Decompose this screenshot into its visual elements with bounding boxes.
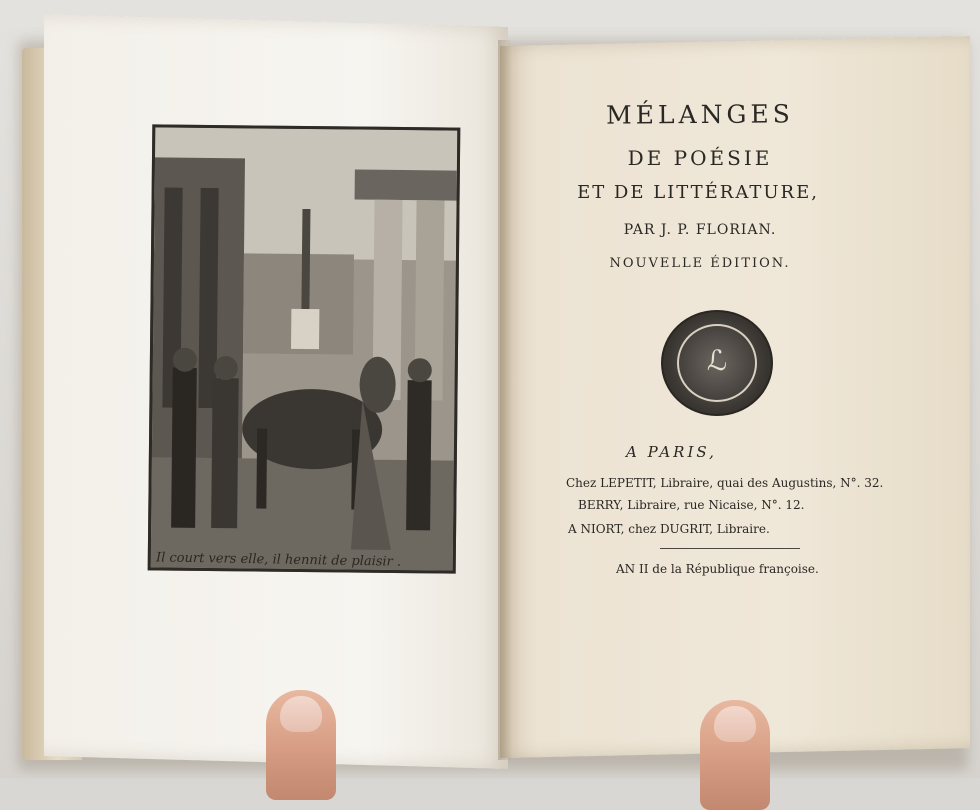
title-line-3: ET DE LITTÉRATURE, <box>577 182 819 203</box>
title-line-1: MÉLANGES <box>606 99 794 130</box>
imprint-line-3: A NIORT, chez DUGRIT, Libraire. <box>568 522 770 536</box>
right-thumb <box>700 700 770 810</box>
thumbnail-left <box>280 696 322 732</box>
imprint-rule <box>660 548 800 549</box>
seal-monogram: ℒ <box>706 344 728 377</box>
engraving-caption: Il court vers elle, il hennit de plaisir . <box>155 550 402 570</box>
thumbnail-right <box>714 706 756 742</box>
place-line: A PARIS, <box>626 443 717 461</box>
author-line: PAR J. P. FLORIAN. <box>623 222 777 238</box>
date-line: AN II de la République françoise. <box>616 562 819 576</box>
publisher-seal-icon <box>661 310 773 416</box>
seal-wreath <box>677 324 757 402</box>
book-gutter <box>498 40 512 760</box>
left-thumb <box>266 690 336 800</box>
title-line-2: DE POÉSIE <box>627 146 773 170</box>
imprint-line-1: Chez LEPETIT, Libraire, quai des Augustins, N°. 32. <box>566 476 884 490</box>
edition-line: NOUVELLE ÉDITION. <box>609 256 791 271</box>
engraving-illustration <box>151 127 458 570</box>
imprint-line-2: BERRY, Libraire, rue Nicaise, N°. 12. <box>578 498 805 512</box>
frontispiece-engraving <box>148 124 461 573</box>
